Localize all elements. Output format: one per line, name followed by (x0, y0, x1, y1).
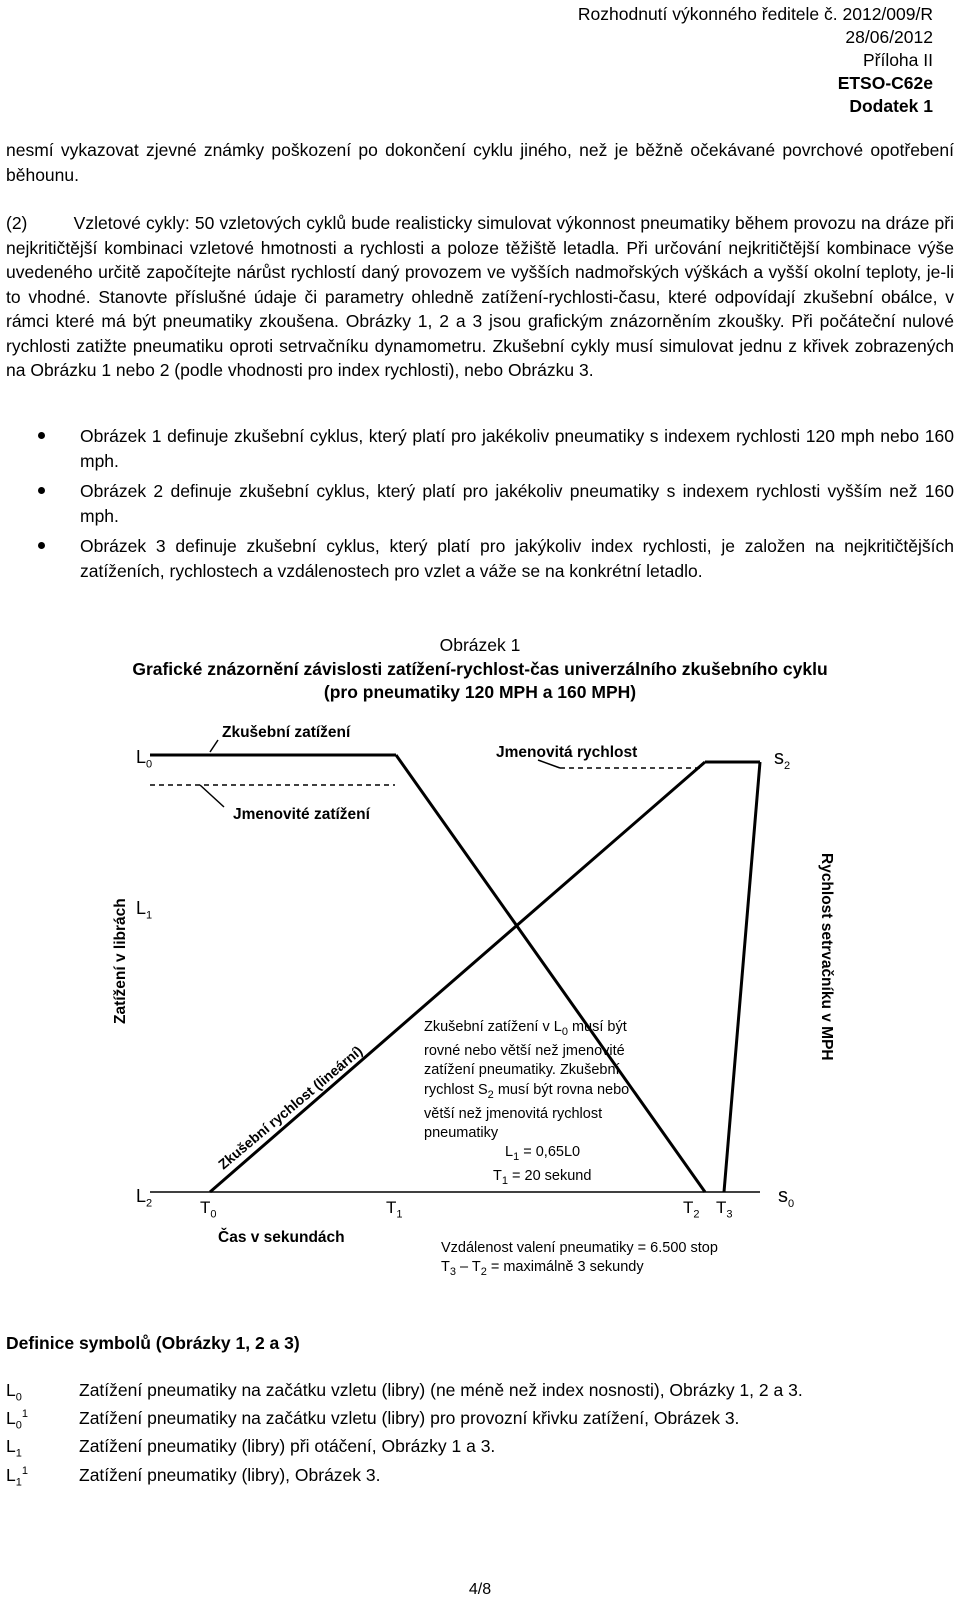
header-decision: Rozhodnutí výkonného ředitele č. 2012/009/R (577, 4, 933, 24)
header-annex: Příloha II (862, 50, 933, 70)
symbol-L1-1: $L_1^1$ (6, 1465, 28, 1489)
axis-label-speed: Rychlost setrvačníku v MPH (818, 853, 835, 1061)
definition-L1-1: Zatížení pneumatiky (libry), Obrázek 3. (79, 1465, 381, 1485)
paragraph-intro: nesmí vykazovat zjevné známky poškození po dokončení cyklu jiného, než je běžně očekávané povrchové opotřebení běhounu. (6, 140, 954, 185)
label-S0: $s_0$ (778, 1185, 795, 1210)
figure-title: Grafické znázornění závislosti zatížení-rychlost-čas univerzálního zkušebního cyklu (132, 659, 828, 679)
axis-label-load: Zatížení v librách (112, 898, 129, 1024)
definition-L1: Zatížení pneumatiky (libry) při otáčení, Obrázky 1 a 3. (79, 1436, 496, 1456)
bullet-figure1: Obrázek 1 definuje zkušební cyklus, který platí pro jakékoliv pneumatiky s indexem rychlosti 120 mph nebo 160 mph. (80, 426, 954, 471)
symbol-L0: $L_0$ (6, 1380, 22, 1404)
speed-decline-line (724, 762, 760, 1192)
label-T2: $T_2$ (683, 1198, 700, 1221)
label-rated-speed: Jmenovitá rychlost (496, 744, 638, 761)
label-L0: $L_0$ (136, 747, 153, 771)
load-pointer (210, 740, 218, 752)
label-L1: $L_1$ (136, 898, 153, 922)
label-L2: $L_2$ (136, 1186, 153, 1210)
bullet-figure3: Obrázek 3 definuje zkušební cyklus, který platí pro jakýkoliv index rychlosti, je založen na nejkritičtějších zatíženích, rychlostech a vzdálenostech pro vzlet a váže se na konkrétní letadlo. (80, 536, 954, 581)
header-etso: ETSO-C62e (837, 73, 933, 93)
bullet-figure2: Obrázek 2 definuje zkušební cyklus, který platí pro jakékoliv pneumatiky s indexem rychlosti vyšším než 160 mph. (80, 481, 954, 526)
figure-note: Zkušební zatížení v $L_0$ musí být rovné nebo větší než jmenovité zatížení pneumatiky. Zkušební rychlost $S_2$ musí být rovna nebo větší než jmenovitá rychlost pneumatiky $L_1 = 0,65L0$ $T_1 = 20$ sekund (424, 1019, 630, 1187)
header-appendix: Dodatek 1 (849, 96, 933, 116)
header-date: 28/06/2012 (845, 27, 933, 47)
axis-label-time: Čas v sekundách (218, 1229, 345, 1246)
page-number: 4/8 (468, 1581, 492, 1598)
label-T0: $T_0$ (200, 1198, 217, 1221)
symbol-L0-1: $L_0^1$ (6, 1408, 28, 1432)
label-S2: $s_2$ (774, 747, 791, 772)
label-time-limit: $T_3 - T_2$ = maximálně 3 sekundy (441, 1259, 644, 1278)
label-rated-load: Jmenovité zatížení (233, 806, 370, 823)
figure-subtitle: (pro pneumatiky 120 MPH a 160 MPH) (323, 682, 637, 702)
definition-L0-1: Zatížení pneumatiky na začátku vzletu (libry) pro provozní křivku zatížení, Obrázek 3. (79, 1408, 740, 1428)
rated-load-pointer (200, 785, 224, 807)
label-T3: $T_3$ (716, 1198, 733, 1221)
label-T1: $T_1$ (386, 1198, 403, 1221)
label-test-load: Zkušební zatížení (222, 724, 351, 741)
figure-caption: Obrázek 1 (439, 635, 521, 655)
label-roll-distance: Vzdálenost valení pneumatiky = 6.500 stop (441, 1240, 718, 1256)
definitions-title: Definice symbolů (Obrázky 1, 2 a 3) (6, 1333, 300, 1353)
symbol-L1: $L_1$ (6, 1436, 22, 1460)
definition-L0: Zatížení pneumatiky na začátku vzletu (libry) (ne méně než index nosnosti), Obrázky 1, 2 a 3. (79, 1380, 803, 1400)
label-test-speed: Zkušební rychlost (lineární) (215, 1042, 366, 1173)
paragraph-takeoff-cycles: (2) Vzletové cykly: 50 vzletových cyklů bude realisticky simulovat výkonnost pneumatiky během provozu na dráze při nejkritičtější kombinaci vzletové hmotnosti a rychlosti a poloze těžiště letadla. Při určování nejkritičtější kombinace výše uvedeného určitě započítejte nárůst rychlostí daný provozem ve vyšších nadmořských výškách a vyšší okolní teploty, je-li to vhodné. Stanovte příslušné údaje či parametry ohledně zatížení-rychlosti-času, které odpovídají zkušební obálce, v rámci které má být pneumatiky zkoušena. Obrázky 1, 2 a 3 jsou grafickým znázorněním zkoušky. Při počáteční nulové rychlosti zatižte pneumatiku oproti setrvačníku dynamometru. Zkušební cykly musí simulovat jednu z křivek zobrazených na Obrázku 1 nebo 2 (podle vhodnosti pro index rychlosti), nebo Obrázku 3. (6, 213, 954, 380)
